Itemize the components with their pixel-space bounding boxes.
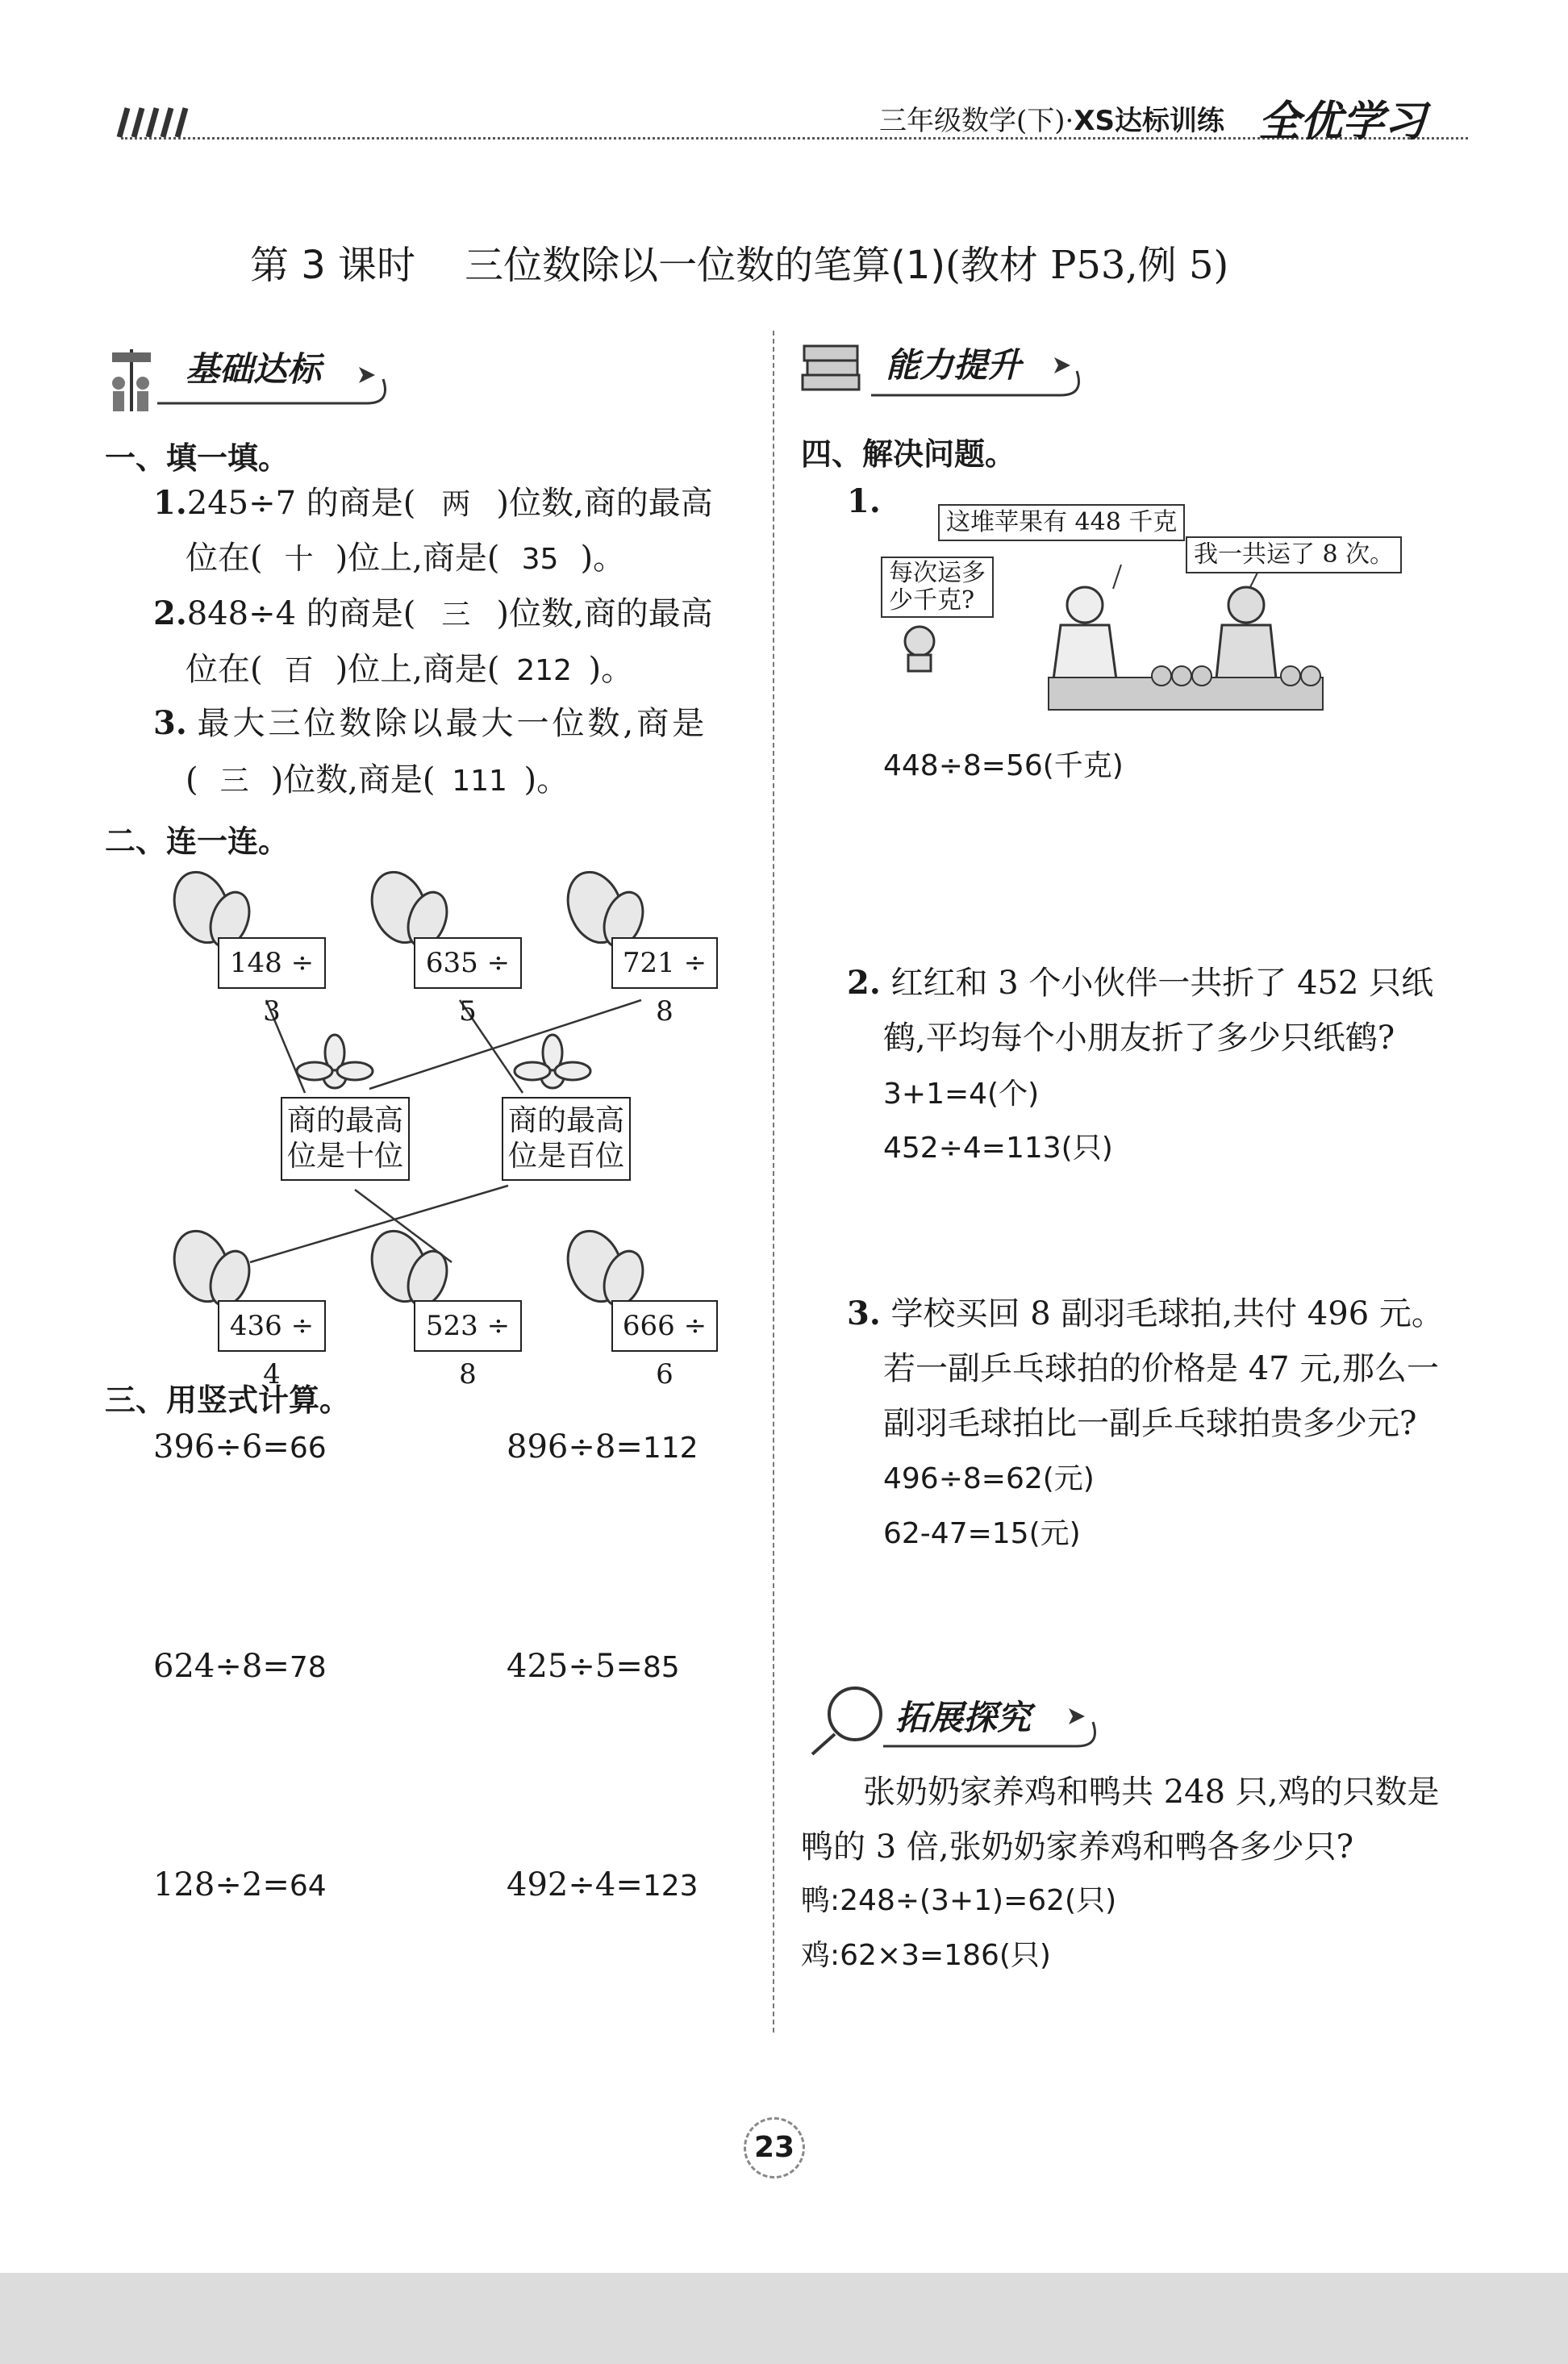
bubble-trips: 我一共运了 8 次。 [1186,536,1402,573]
scan-bottom-band [0,2273,1568,2364]
calc-6: 492÷4=123 [507,1866,699,1903]
lesson-topic: 三位数除以一位数的笔算(1) [465,243,946,288]
section-extension-label: 拓展探究 [895,1698,1032,1737]
section-ability-label: 能力提升 [886,345,1022,385]
match-box-tens: 商的最高 位是十位 [281,1097,410,1181]
lesson-ref: (教材 P53,例 5) [945,243,1229,288]
section-basic-label: 基础达标 [186,349,322,389]
calc-4: 425÷5=85 [507,1648,680,1685]
kids-signpost-icon [112,349,151,411]
answer-2a: 三 [441,598,471,632]
page-number: 23 [744,2117,805,2178]
butterfly-icon [363,1224,454,1311]
extension-answer-2: 鸡:62×3=186(只) [801,1939,1051,1972]
extension-line1: 张奶奶家养鸡和鸭共 248 只,鸡的只数是 [863,1774,1440,1811]
problem-3-answer-2: 62-47=15(元) [883,1517,1081,1550]
column-divider [773,331,774,2033]
fill-item-1-line1: 1.245÷7 的商是( 两 )位数,商的最高 [153,484,713,522]
calc-4-answer: 85 [642,1651,680,1684]
problem-2-line1: 2. 红红和 3 个小伙伴一共折了 452 只纸 [847,964,1434,1002]
expr-box-721-8: 721 ÷ 8 [611,937,718,989]
flower-icon [515,1035,590,1088]
fill-item-3-line1: 3. 最大三位数除以最大一位数,商是 [153,704,708,742]
header-stripes [113,105,194,139]
answer-3a: 三 [219,765,249,798]
butterfly-icon [559,1224,650,1311]
match-box-hundreds: 商的最高 位是百位 [502,1097,631,1181]
answer-1b: 十 [284,543,314,576]
calc-6-answer: 123 [642,1870,699,1903]
plane-icon [359,367,375,383]
part2-heading: 二、连一连。 [105,823,290,859]
lesson-number: 第 3 课时 [250,243,416,288]
part3-heading: 三、用竖式计算。 [105,1382,351,1418]
part4-heading: 四、解决问题。 [801,436,1016,472]
expr-box-635-5: 635 ÷ 5 [414,937,522,989]
plane-icon [1054,357,1070,373]
answer-2b: 百 [284,654,314,687]
answer-2c: 212 [516,654,572,687]
match-line [369,1000,641,1089]
brand-logo: 全优学习 [1258,98,1427,146]
page-title [250,234,1228,290]
calc-5-answer: 64 [289,1870,327,1903]
answer-1c: 35 [521,543,559,576]
calc-2: 896÷8=112 [507,1428,699,1466]
problem-3-line2: 若一副乒乓球拍的价格是 47 元,那么一 [883,1350,1440,1387]
bubble-apple-total: 这堆苹果有 448 千克 [938,504,1185,541]
problem-2-line2: 鹤,平均每个小朋友折了多少只纸鹤? [883,1019,1395,1057]
part1-heading: 一、填一填。 [105,440,290,476]
answer-1a: 两 [441,488,471,521]
plane-icon [1069,1708,1085,1724]
books-icon [803,346,859,390]
problem-3-line1: 3. 学校买回 8 副羽毛球拍,共付 496 元。 [847,1295,1444,1332]
problem-1-number: 1. [847,482,881,520]
problem-3-line3: 副羽毛球拍比一副乒乓球拍贵多少元? [883,1405,1417,1442]
expr-box-523-8: 523 ÷ 8 [414,1300,522,1352]
calc-5: 128÷2=64 [153,1866,327,1903]
header-code: XS达标训练 [1074,105,1225,137]
fill-item-2-line2: 位在( 百 )位上,商是( 212 )。 [186,651,634,688]
bubble-question: 每次运多 少千克? [881,557,994,618]
calc-2-answer: 112 [642,1432,699,1465]
expr-box-148-3: 148 ÷ 3 [218,937,326,989]
header-series: 三年级数学(下)·XS达标训练 [879,105,1225,137]
girl-icon [905,627,934,671]
extension-answer-1: 鸭:248÷(3+1)=62(只) [801,1884,1117,1917]
expr-box-436-4: 436 ÷ 4 [218,1300,326,1352]
calc-3-answer: 78 [289,1651,327,1684]
answer-3b: 111 [452,765,507,798]
magnifier-icon [812,1688,881,1754]
fill-item-1-line2: 位在( 十 )位上,商是( 35 )。 [186,540,626,577]
fill-item-2-line1: 2.848÷4 的商是( 三 )位数,商的最高 [153,594,713,632]
problem-2-answer-2: 452÷4=113(只) [883,1132,1113,1165]
calc-1-answer: 66 [289,1432,327,1465]
problem-3-answer-1: 496÷8=62(元) [883,1462,1095,1495]
expr-box-666-6: 666 ÷ 6 [611,1300,718,1352]
calc-3: 624÷8=78 [153,1648,327,1685]
problem-2-answer-1: 3+1=4(个) [883,1078,1040,1111]
fill-item-3-line2: ( 三 )位数,商是( 111 )。 [186,761,569,798]
butterfly-icon [165,1224,256,1311]
flower-icon [297,1035,373,1088]
problem-1-answer: 448÷8=56(千克) [883,749,1124,782]
calc-1: 396÷6=66 [153,1428,327,1466]
woman-icon [1053,587,1117,686]
extension-line2: 鸭的 3 倍,张奶奶家养鸡和鸭各多少只? [801,1828,1354,1866]
